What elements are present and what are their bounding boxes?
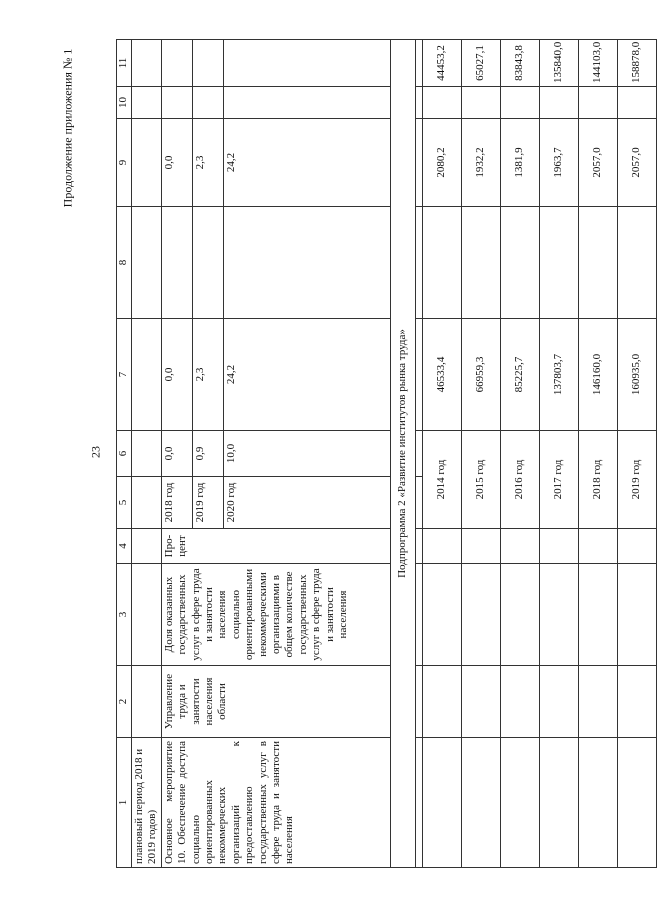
value-cell: 44453,2 bbox=[422, 40, 461, 87]
col-number: 6 bbox=[117, 431, 132, 477]
col-number: 2 bbox=[117, 666, 132, 738]
col-number: 1 bbox=[117, 738, 132, 868]
value-cell: 65027,1 bbox=[461, 40, 500, 87]
finance-row bbox=[539, 40, 578, 868]
continued-row bbox=[132, 40, 162, 868]
value-cell: 144103,0 bbox=[578, 40, 617, 87]
value-cell: 85225,7 bbox=[500, 319, 539, 431]
value-cell: 0,0 bbox=[161, 431, 192, 477]
rotated-table-block bbox=[116, 40, 643, 868]
value-cell: 2057,0 bbox=[578, 119, 617, 207]
value-cell: 83843,8 bbox=[500, 40, 539, 87]
col-number: 11 bbox=[117, 40, 132, 87]
finance-row bbox=[617, 40, 656, 868]
measure-executor: Управление труда и занятости населения области bbox=[161, 666, 390, 738]
value-cell: 0,0 bbox=[161, 319, 192, 431]
subprogram-row bbox=[390, 40, 415, 868]
value-cell: 2,3 bbox=[192, 119, 223, 207]
appendix-continuation: Продолжение приложения № 1 bbox=[60, 48, 75, 208]
finance-row bbox=[578, 40, 617, 868]
value-cell: 0,0 bbox=[161, 119, 192, 207]
value-cell: 24,2 bbox=[223, 119, 254, 207]
column-numbers-row bbox=[117, 40, 132, 868]
unit: Про-цент bbox=[161, 529, 390, 564]
measure-name: Основное мероприятие 10. Обеспечение доступа социально ориентированных некоммерческих организаций к предоставлению государственных услуг в сфере труда и занятости населения bbox=[161, 738, 390, 868]
value-cell: 137803,7 bbox=[539, 319, 578, 431]
year-cell: 2019 год bbox=[192, 477, 223, 529]
year-cell: 2014 год bbox=[422, 431, 461, 529]
indicator-name: Доля оказанных государственных услуг в сфере труда и занятости населения социально ориентированными некоммерческими организациями в общем количестве государственных услуг в сфере труда и занятости населения bbox=[161, 564, 390, 666]
value-cell: 10,0 bbox=[223, 431, 254, 477]
finance-row bbox=[500, 40, 539, 868]
year-cell: 2016 год bbox=[500, 431, 539, 529]
value-cell: 158878,0 bbox=[617, 40, 656, 87]
value-cell: 2057,0 bbox=[617, 119, 656, 207]
value-cell: 2,3 bbox=[192, 319, 223, 431]
value-cell: 2080,2 bbox=[422, 119, 461, 207]
col-number: 10 bbox=[117, 87, 132, 119]
value-cell: 1963,7 bbox=[539, 119, 578, 207]
value-cell: 1932,2 bbox=[461, 119, 500, 207]
value-cell: 66959,3 bbox=[461, 319, 500, 431]
col-number: 7 bbox=[117, 319, 132, 431]
value-cell: 160935,0 bbox=[617, 319, 656, 431]
col-number: 9 bbox=[117, 119, 132, 207]
value-cell: 1381,9 bbox=[500, 119, 539, 207]
measure-row bbox=[161, 40, 192, 868]
finance-row bbox=[461, 40, 500, 868]
col-number: 8 bbox=[117, 207, 132, 319]
page-number: 23 bbox=[88, 446, 103, 458]
year-cell: 2015 год bbox=[461, 431, 500, 529]
program-table bbox=[116, 39, 657, 868]
continued-text: плановый период 2018 и 2019 годов) bbox=[132, 738, 162, 868]
col-number: 4 bbox=[117, 529, 132, 564]
value-cell: 24,2 bbox=[223, 319, 254, 431]
year-cell: 2020 год bbox=[223, 477, 254, 529]
col-number: 5 bbox=[117, 477, 132, 529]
year-cell: 2018 год bbox=[161, 477, 192, 529]
year-cell: 2018 год bbox=[578, 431, 617, 529]
subprogram-gap-row bbox=[415, 40, 422, 868]
value-cell: 46533,4 bbox=[422, 319, 461, 431]
finance-row bbox=[422, 40, 461, 868]
value-cell: 0,9 bbox=[192, 431, 223, 477]
year-cell: 2017 год bbox=[539, 431, 578, 529]
value-cell: 146160,0 bbox=[578, 319, 617, 431]
year-cell: 2019 год bbox=[617, 431, 656, 529]
value-cell: 135840,0 bbox=[539, 40, 578, 87]
subprogram-title: Подпрограмма 2 «Развитие институтов рынка труда» bbox=[390, 40, 415, 868]
col-number: 3 bbox=[117, 564, 132, 666]
